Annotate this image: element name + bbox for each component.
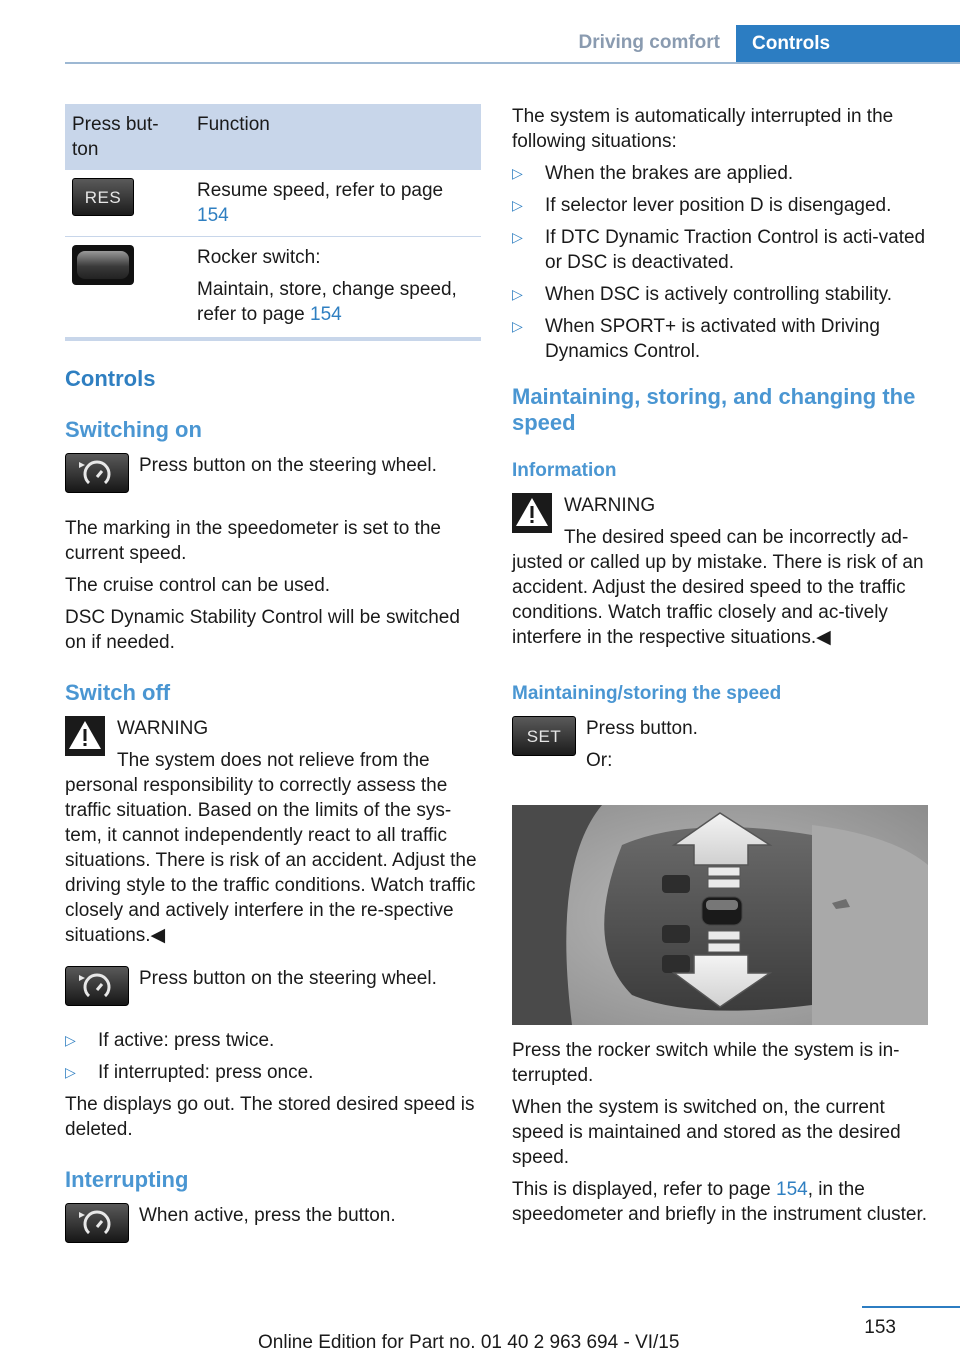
warning-title: WARNING: [564, 495, 656, 516]
information-heading: Information: [512, 460, 617, 481]
list-item: ▷ If active: press twice.: [65, 1030, 275, 1051]
list-item: ▷ If selector lever position D is disengaged.: [512, 195, 892, 216]
bullet-triangle-icon: ▷: [512, 165, 523, 181]
bullet-triangle-icon: ▷: [512, 318, 523, 334]
list-item: ▷ When the brakes are applied.: [512, 163, 794, 184]
page-header: [65, 25, 960, 64]
set-button-icon: SET: [512, 716, 576, 756]
switch-off-list: [65, 1028, 481, 1085]
table-row: [65, 170, 481, 237]
warning-icon: [65, 716, 105, 756]
warning-text: personal responsibility to correctly assess the traffic situation. Based on the limits of the sys-tem, it cannot independently react to all traffic situations. There is risk of an accident. Adjust the driving style to the traffic conditions. Watch traffic closely and actively interfere in the re-spective situations.◀: [65, 775, 477, 946]
footer-rule: [862, 1306, 960, 1308]
paragraph: The marking in the speedometer is set to the current speed.: [65, 518, 441, 564]
button-function-table: [65, 104, 481, 341]
table-row: [65, 237, 481, 340]
table-header-button: Press but- ton: [65, 104, 190, 170]
paragraph: The cruise control can be used.: [65, 575, 331, 596]
right-column: [512, 104, 928, 1227]
warning-icon: [512, 493, 552, 533]
paragraph: The displays go out. The stored desired speed is deleted.: [65, 1094, 475, 1140]
maintaining-storing-heading: Maintaining/storing the speed: [512, 683, 782, 704]
row-function-text: Resume speed, refer to page: [197, 180, 444, 201]
list-item: ▷ If DTC Dynamic Traction Control is acti-vated or DSC is deactivated.: [512, 227, 926, 273]
row-function-title: Rocker switch:: [197, 247, 321, 268]
bullet-triangle-icon: ▷: [65, 1032, 76, 1048]
row-function-text: Maintain, store, change speed, refer to page: [197, 279, 457, 325]
paragraph: When the system is switched on, the current speed is maintained and stored as the desired speed.: [512, 1097, 901, 1168]
or-text: Or:: [586, 750, 613, 771]
bullet-triangle-icon: ▷: [512, 197, 523, 213]
cruise-control-button-icon: [65, 453, 129, 493]
switch-off-heading: Switch off: [65, 680, 171, 705]
table-header-function: Function: [190, 104, 481, 170]
header-section-title: Driving comfort: [578, 32, 720, 53]
press-button-text: Press button.: [586, 718, 698, 739]
cruise-control-button-icon: [65, 966, 129, 1006]
cruise-control-button-icon: [65, 1203, 129, 1243]
warning-text: justed or called up by mistake. There is risk of an accident. Adjust the desired speed to the traffic conditions. Watch traffic closely and ac-tively interfere in the respective situations.◀: [512, 552, 924, 648]
bullet-triangle-icon: ▷: [65, 1064, 76, 1080]
paragraph: This is displayed, refer to page 154, in the speedometer and briefly in the instrument cluster.: [512, 1179, 928, 1225]
warning-first-line: The system does not relieve from the: [117, 750, 430, 771]
list-item: ▷ When DSC is actively controlling stability.: [512, 284, 893, 305]
res-button-icon: RES: [72, 178, 134, 216]
rocker-switch-icon: [72, 245, 134, 285]
warning-title: WARNING: [117, 718, 209, 739]
left-column: [65, 104, 481, 1250]
paragraph: The system is automatically interrupted in the following situations:: [512, 106, 894, 152]
page-number: 153: [864, 1317, 896, 1338]
steering-wheel-photo: [512, 805, 928, 1025]
header-chapter-tab: Controls: [736, 25, 960, 62]
interruption-list: [512, 161, 928, 364]
interrupting-text: When active, press the button.: [139, 1205, 396, 1226]
footer-edition: Online Edition for Part no. 01 40 2 963 694 - VI/15: [258, 1332, 680, 1353]
page-link[interactable]: 154: [776, 1179, 808, 1200]
bullet-triangle-icon: ▷: [512, 286, 523, 302]
maintaining-heading: Maintaining, storing, and changing the speed: [512, 384, 916, 435]
page-link[interactable]: 154: [197, 205, 229, 226]
controls-heading: Controls: [65, 366, 156, 391]
table-header-row: [65, 104, 481, 170]
switching-on-heading: Switching on: [65, 417, 202, 442]
bullet-triangle-icon: ▷: [512, 229, 523, 245]
warning-first-line: The desired speed can be incorrectly ad-: [564, 527, 909, 548]
switch-off-press-text: Press button on the steering wheel.: [139, 968, 437, 989]
switching-on-press-text: Press button on the steering wheel.: [139, 455, 437, 476]
list-item: ▷ If interrupted: press once.: [65, 1062, 314, 1083]
page-link[interactable]: 154: [310, 304, 342, 325]
paragraph: Press the rocker switch while the system is in-terrupted.: [512, 1040, 900, 1086]
interrupting-heading: Interrupting: [65, 1167, 189, 1192]
paragraph: DSC Dynamic Stability Control will be switched on if needed.: [65, 607, 460, 653]
list-item: ▷ When SPORT+ is activated with Driving Dynamics Control.: [512, 316, 880, 362]
